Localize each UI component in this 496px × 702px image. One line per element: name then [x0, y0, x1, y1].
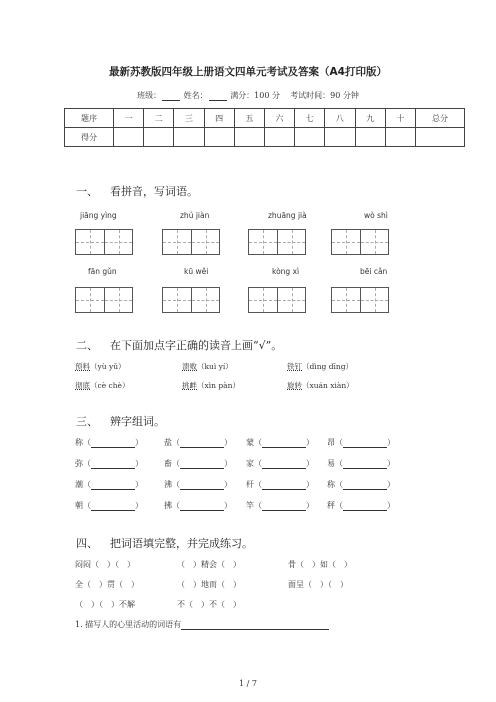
- word-group-item: [327, 500, 395, 511]
- row-label: 得分: [65, 128, 114, 147]
- paren-close: ）: [387, 480, 395, 489]
- paren-open: （: [335, 459, 343, 468]
- header-cell: 四: [204, 109, 234, 128]
- paren-close: ）: [135, 459, 143, 468]
- word-group-item: [246, 458, 314, 469]
- reading-item: [287, 361, 353, 372]
- section-number: 四、: [76, 537, 98, 550]
- word-group-item: [75, 500, 143, 511]
- pinyin-options[interactable]: （xuán xiàn）: [302, 381, 354, 390]
- character: 易: [327, 459, 335, 468]
- header-cell: 二: [144, 109, 174, 128]
- section-number: 三、: [76, 415, 98, 428]
- name-blank[interactable]: [209, 92, 227, 101]
- paren-open: （: [335, 501, 343, 510]
- pinyin-options[interactable]: （xìn pàn）: [197, 381, 240, 390]
- character: 畜: [164, 459, 172, 468]
- word-group-item: [75, 437, 143, 448]
- score-table-header: [65, 109, 465, 128]
- score-cell[interactable]: [385, 128, 415, 147]
- section4-heading: [76, 535, 253, 551]
- header-cell: 八: [325, 109, 355, 128]
- answer-blank[interactable]: [262, 501, 306, 511]
- section-number: 二、: [76, 339, 98, 352]
- word: 挑衅: [182, 381, 197, 390]
- score-cell[interactable]: [355, 128, 385, 147]
- answer-blank[interactable]: [262, 480, 306, 490]
- section-title: 把词语填完整，并完成练习。: [110, 537, 253, 550]
- score-cell[interactable]: [325, 128, 355, 147]
- score-cell[interactable]: [234, 128, 264, 147]
- pinyin-options[interactable]: （dìng dīng）: [302, 362, 354, 371]
- header-cell: 三: [174, 109, 204, 128]
- paren-close: ）: [306, 438, 314, 447]
- writing-box[interactable]: [248, 229, 306, 255]
- writing-box[interactable]: [75, 287, 133, 313]
- word-group-item: [164, 458, 232, 469]
- paren-close: ）: [306, 459, 314, 468]
- section-number: 一、: [76, 185, 98, 198]
- name-label: 姓名：: [183, 91, 208, 100]
- writing-box[interactable]: [331, 287, 389, 313]
- answer-blank[interactable]: [180, 459, 224, 469]
- paren-open: （: [172, 480, 180, 489]
- section-title: 在下面加点字正确的读音上画“√”。: [110, 339, 283, 352]
- fill-item[interactable]: （ ）（ ）不解: [75, 600, 135, 609]
- character: 家: [246, 459, 254, 468]
- score-cell[interactable]: [295, 128, 325, 147]
- header-cell: 题序: [65, 109, 114, 128]
- fill-item[interactable]: 面呈（ ）（ ）: [288, 580, 348, 589]
- reading-item: [182, 361, 233, 372]
- paren-open: （: [83, 501, 91, 510]
- character: 杆: [246, 480, 254, 489]
- pinyin: zhuāng jià: [268, 211, 307, 220]
- page-title: 最新苏教版四年级上册语文四单元考试及答案（A4打印版）: [109, 66, 387, 78]
- writing-box[interactable]: [75, 229, 133, 255]
- character: 称: [75, 438, 83, 447]
- word: 铁钉: [287, 362, 302, 371]
- character: 弥: [75, 459, 83, 468]
- word: 溃败: [182, 362, 197, 371]
- character: 昂: [327, 438, 335, 447]
- paren-close: ）: [387, 501, 395, 510]
- pinyin: zhú jiàn: [180, 211, 210, 220]
- answer-blank[interactable]: [91, 459, 135, 469]
- fill-item[interactable]: 全（ ）贯（ ）: [75, 580, 139, 589]
- word-group-item: [327, 437, 395, 448]
- paren-open: （: [254, 438, 262, 447]
- score-cell[interactable]: [204, 128, 234, 147]
- pinyin: wò shì: [364, 211, 388, 220]
- word-group-item: [246, 479, 314, 490]
- paren-close: ）: [387, 459, 395, 468]
- score-table: [64, 108, 465, 147]
- paren-close: ）: [306, 501, 314, 510]
- paren-close: ）: [387, 438, 395, 447]
- header-cell: 总分: [416, 109, 465, 128]
- character: 朝: [75, 501, 83, 510]
- answer-blank[interactable]: [343, 438, 387, 448]
- pinyin-options[interactable]: （kuì yí）: [197, 362, 233, 371]
- word-group-item: [164, 500, 232, 511]
- answer-blank[interactable]: [180, 501, 224, 511]
- paren-open: （: [83, 480, 91, 489]
- paren-close: ）: [135, 501, 143, 510]
- paren-close: ）: [224, 438, 232, 447]
- time-label: 考试时间：90 分钟: [290, 91, 359, 100]
- answer-blank[interactable]: [262, 438, 306, 448]
- paren-close: ）: [224, 480, 232, 489]
- section-title: 看拼音，写词语。: [110, 185, 198, 198]
- info-line: [0, 90, 496, 101]
- score-cell[interactable]: [174, 128, 204, 147]
- character: 潮: [75, 480, 83, 489]
- writing-box[interactable]: [331, 229, 389, 255]
- section1-heading: [76, 183, 198, 199]
- fill-item[interactable]: 骨（ ）如（ ）: [288, 560, 352, 569]
- pinyin: jiāng yìng: [80, 211, 117, 220]
- fill-item[interactable]: （ ）精会（ ）: [177, 560, 241, 569]
- class-blank[interactable]: [162, 92, 180, 101]
- score-table-row: [65, 128, 465, 147]
- answer-blank[interactable]: [343, 459, 387, 469]
- paren-open: （: [83, 459, 91, 468]
- header-cell: 一: [114, 109, 144, 128]
- word-group-item: [246, 500, 314, 511]
- writing-box[interactable]: [248, 287, 306, 313]
- fill-item[interactable]: 不（ ）不（ ）: [177, 600, 241, 609]
- word-group-item: [164, 437, 232, 448]
- fill-item[interactable]: （ ）地而（ ）: [177, 580, 241, 589]
- paren-close: ）: [224, 459, 232, 468]
- word: 旋转: [287, 381, 302, 390]
- word-group-item: [75, 479, 143, 490]
- character: 蒙: [246, 438, 254, 447]
- paren-close: ）: [135, 438, 143, 447]
- character: 秤: [327, 501, 335, 510]
- section3-heading: [76, 413, 165, 429]
- character: 称: [327, 480, 335, 489]
- word-group-item: [327, 479, 395, 490]
- section-title: 辨字组词。: [110, 415, 165, 428]
- word: 彻底: [75, 381, 90, 390]
- paren-open: （: [254, 459, 262, 468]
- pinyin: kòng xì: [272, 267, 300, 276]
- paren-close: ）: [224, 501, 232, 510]
- answer-blank[interactable]: [343, 480, 387, 490]
- word-group-item: [164, 479, 232, 490]
- full-score-label: 满分：100 分: [230, 91, 280, 100]
- answer-blank[interactable]: [180, 438, 224, 448]
- paren-open: （: [254, 480, 262, 489]
- word-group-item: [75, 458, 143, 469]
- pinyin-options[interactable]: （cè chè）: [90, 381, 130, 390]
- header-cell: 十: [385, 109, 415, 128]
- pinyin: fān gǔn: [88, 267, 117, 276]
- question-1-text: 1. 描写人的心里活动的词语有: [75, 620, 182, 629]
- fill-item[interactable]: 闷闷（ ）（ ）: [75, 560, 135, 569]
- header-cell: 六: [264, 109, 294, 128]
- answer-blank[interactable]: [180, 480, 224, 490]
- reading-item: [75, 361, 126, 372]
- question-1: [75, 619, 329, 630]
- score-cell[interactable]: [264, 128, 294, 147]
- answer-blank[interactable]: [91, 480, 135, 490]
- character: 竿: [246, 501, 254, 510]
- paren-open: （: [335, 480, 343, 489]
- word: 预料: [75, 362, 90, 371]
- header-cell: 五: [234, 109, 264, 128]
- character: 拂: [164, 501, 172, 510]
- score-cell[interactable]: [144, 128, 174, 147]
- reading-item: [287, 380, 354, 391]
- score-cell[interactable]: [114, 128, 144, 147]
- answer-blank[interactable]: [91, 501, 135, 511]
- score-cell[interactable]: [416, 128, 465, 147]
- header-cell: 七: [295, 109, 325, 128]
- paren-open: （: [335, 438, 343, 447]
- paren-open: （: [254, 501, 262, 510]
- answer-blank[interactable]: [262, 459, 306, 469]
- answer-blank[interactable]: [343, 501, 387, 511]
- answer-blank[interactable]: [91, 438, 135, 448]
- pinyin-options[interactable]: （yù yǔ）: [90, 362, 126, 371]
- section2-heading: [76, 337, 282, 353]
- writing-box[interactable]: [162, 287, 220, 313]
- pinyin: bēi cǎn: [360, 267, 388, 276]
- class-label: 班级：: [137, 91, 162, 100]
- paren-close: ）: [306, 480, 314, 489]
- character: 沸: [164, 480, 172, 489]
- page-number: 1 / 7: [239, 679, 257, 688]
- paren-open: （: [83, 438, 91, 447]
- writing-box[interactable]: [162, 229, 220, 255]
- header-cell: 九: [355, 109, 385, 128]
- paren-close: ）: [135, 480, 143, 489]
- answer-line[interactable]: [181, 620, 329, 630]
- character: 盐: [164, 438, 172, 447]
- paren-open: （: [172, 438, 180, 447]
- word-group-item: [327, 458, 395, 469]
- paren-open: （: [172, 459, 180, 468]
- pinyin: kū wěi: [184, 267, 209, 276]
- reading-item: [182, 380, 240, 391]
- reading-item: [75, 380, 130, 391]
- word-group-item: [246, 437, 314, 448]
- paren-open: （: [172, 501, 180, 510]
